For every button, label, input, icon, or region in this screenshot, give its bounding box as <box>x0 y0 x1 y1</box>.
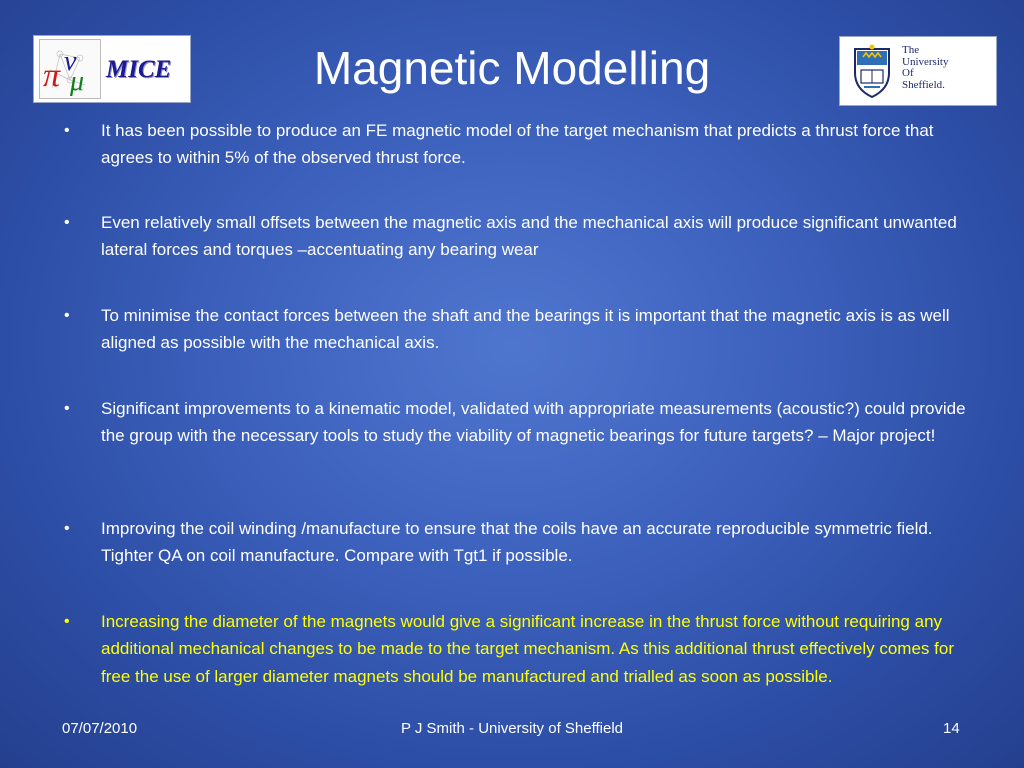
footer-date: 07/07/2010 <box>62 720 138 737</box>
bullet-text: Increasing the diameter of the magnets would give a significant increase in the thrust force without requiring any additional mechanical changes to be made to the target mechanism. As this additional thrust effectively comes for free the use of larger diameter magnets should be manufactured and trialled as soon as possible. <box>101 612 954 686</box>
bullet-marker: • <box>64 613 70 630</box>
mice-logo-text: MICE <box>106 56 172 83</box>
footer-author: P J Smith - University of Sheffield <box>400 720 624 737</box>
slide-title: Magnetic Modelling <box>313 42 711 94</box>
bullet-text: It has been possible to produce an FE magnetic model of the target mechanism that predicts a thrust force that agrees to within 5% of the observed thrust force. <box>101 121 934 168</box>
bullet-marker: • <box>64 122 70 139</box>
bullet-text: Improving the coil winding /manufacture to ensure that the coils have an accurate reproducible symmetric field. Tighter QA on coil manufacture. Compare with Tgt1 if possible. <box>101 519 933 566</box>
bullet-marker: • <box>64 520 70 537</box>
slide-number: 14 <box>943 720 960 737</box>
svg-text:ν: ν <box>64 46 77 77</box>
svg-text:μ: μ <box>70 66 85 97</box>
sheffield-wordmark: The University Of Sheffield. <box>902 44 949 91</box>
bullet-text: Significant improvements to a kinematic model, validated with appropriate measurements (acoustic?) could provide the group with the necessary tools to study the viability of magnetic bearings for future targets? – Major project! <box>101 399 966 446</box>
bullet-text: Even relatively small offsets between the magnetic axis and the mechanical axis will produce significant unwanted lateral forces and torques –accentuating any bearing wear <box>101 213 957 260</box>
bullet-text: To minimise the contact forces between the shaft and the bearings it is important that the magnetic axis is as well aligned as possible with the mechanical axis. <box>101 306 950 353</box>
sheffield-shield-icon <box>852 43 892 99</box>
bullet-marker: • <box>64 307 70 324</box>
bullet-marker: • <box>64 400 70 417</box>
university-of-sheffield-logo <box>839 36 997 106</box>
svg-text:π: π <box>43 57 61 94</box>
bullet-marker: • <box>64 214 70 231</box>
